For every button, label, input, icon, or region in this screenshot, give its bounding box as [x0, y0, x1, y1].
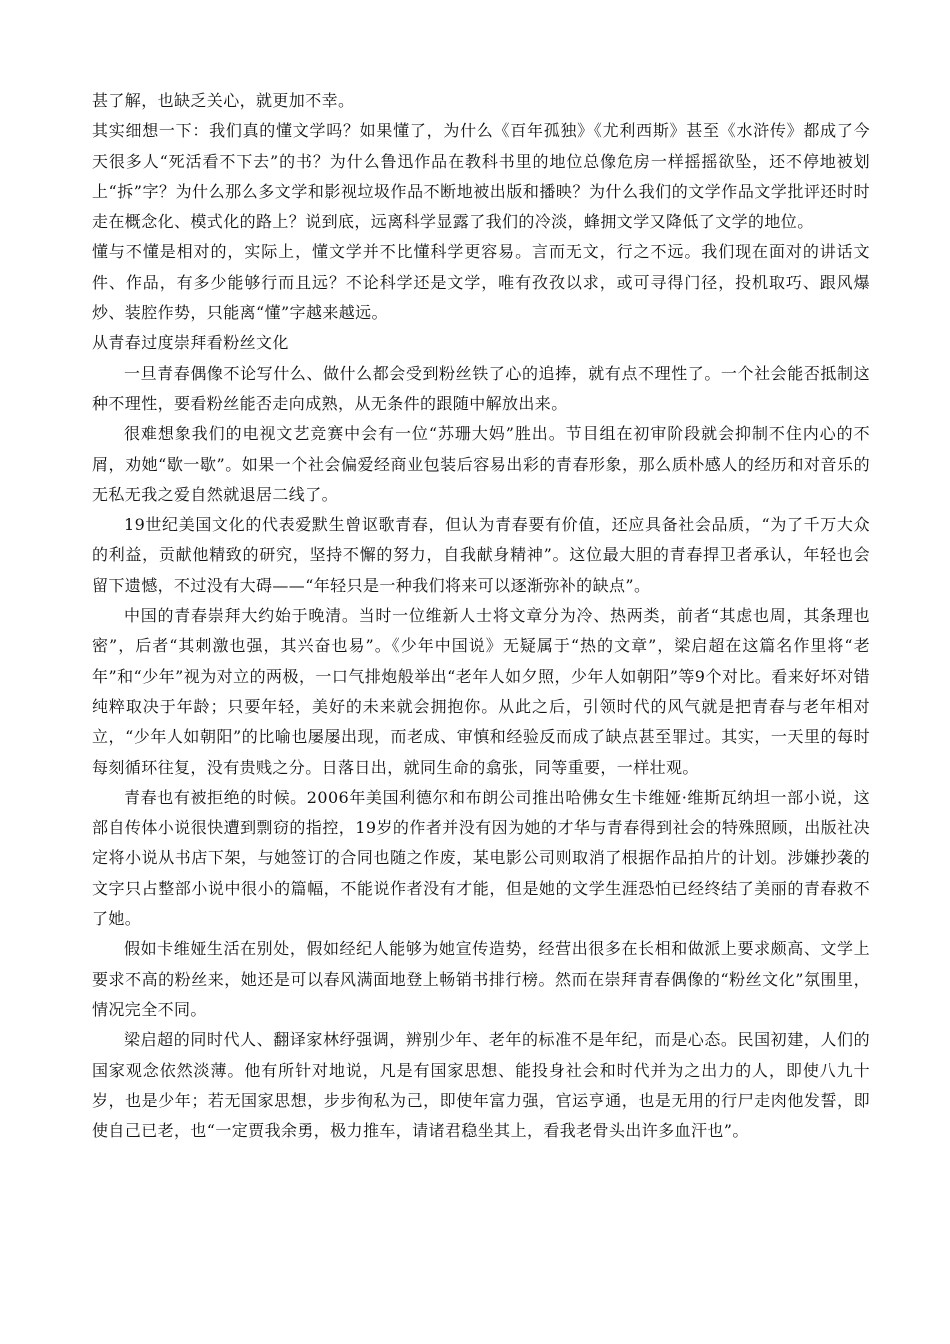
article-paragraph-4: 中国的青春崇拜大约始于晚清。当时一位维新人士将文章分为冷、热两类，前者“其虑也周，其条理也密”，后者“其刺激也强，其兴奋也易”。《少年中国说》无疑属于“热的文章”，梁启超在这篇名作里将“老年”和“少年”视为对立的两极，一口气排炮般举出“老年人如夕照，少年人如朝阳”等9个对比。看来好坏对错纯粹取决于年龄；只要年轻，美好的未来就会拥抱你。从此之后，引领时代的风气就是把青春与老年相对立，“少年人如朝阳”的比喻也屡屡出现，而老成、审慎和经验反而成了缺点甚至罪过。其实，一天里的每时每刻循环往复，没有贵贱之分。日落日出，就同生命的翕张，同等重要，一样壮观。	[92, 606, 870, 777]
article-paragraph-3: 19世纪美国文化的代表爱默生曾讴歌青春，但认为青春要有价值，还应具备社会品质，“为了千万大众的利益，贡献他精致的研究，坚持不懈的努力，自我献身精神”。这位最大胆的青春捍卫者承认，年轻也会留下遗憾，不过没有大碍——“年轻只是一种我们将来可以逐渐弥补的缺点”。	[92, 515, 870, 595]
article-paragraph-7: 梁启超的同时代人、翻译家林纾强调，辨别少年、老年的标准不是年纪，而是心态。民国初建，人们的国家观念依然淡薄。他有所针对地说，凡是有国家思想、能投身社会和时代并为之出力的人，即使八九十岁，也是少年；若无国家思想，步步徇私为己，即使年富力强，官运亨通，也是无用的行尸走肉他发誓，即使自己已老，也“一定贾我余勇，极力推车，请诸君稳坐其上，看我老骨头出许多血汗也”。	[92, 1030, 870, 1141]
paragraph-continued: 甚了解，也缺乏关心，就更加不幸。	[92, 91, 355, 110]
article-paragraph-5: 青春也有被拒绝的时候。2006年美国利德尔和布朗公司推出哈佛女生卡维娅·维斯瓦纳坦一部小说，这部自传体小说很快遭到剽窃的指控，19岁的作者并没有因为她的才华与青春得到社会的特殊照顾，出版社决定将小说从书店下架，与她签订的合同也随之作废，某电影公司则取消了根据作品拍片的计划。涉嫌抄袭的文字只占整部小说中很小的篇幅，不能说作者没有才能，但是她的文学生涯恐怕已经终结了美丽的青春救不了她。	[92, 787, 870, 929]
paragraph-literature-question: 其实细想一下：我们真的懂文学吗？如果懂了，为什么《百年孤独》《尤利西斯》甚至《水浒传》都成了今天很多人“死活看不下去”的书？为什么鲁迅作品在教科书里的地位总像危房一样摇摇欲坠，还不停地被划上“拆”字？为什么那么多文学和影视垃圾作品不断地被出版和播映？为什么我们的文学作品文学批评还时时走在概念化、模式化的路上？说到底，远离科学显露了我们的冷淡，蜂拥文学又降低了文学的地位。	[92, 121, 870, 232]
paragraph-understanding: 懂与不懂是相对的，实际上，懂文学并不比懂科学更容易。言而无文，行之不远。我们现在面对的讲话文件、作品，有多少能够行而且远？不论科学还是文学，唯有孜孜以求，或可寻得门径，投机取巧、跟风爆炒、装腔作势，只能离“懂”字越来越远。	[92, 242, 870, 323]
article-paragraph-2: 很难想象我们的电视文艺竞赛中会有一位“苏珊大妈”胜出。节目组在初审阶段就会抑制不住内心的不屑，劝她“歇一歇”。如果一个社会偏爱经商业包装后容易出彩的青春形象，那么质朴感人的经历和对音乐的无私无我之爱自然就退居二线了。	[92, 424, 870, 504]
article-paragraph-6: 假如卡维娅生活在别处，假如经纪人能够为她宣传造势，经营出很多在长相和做派上要求颇高、文学上要求不高的粉丝来，她还是可以春风满面地登上畅销书排行榜。然而在崇拜青春偶像的“粉丝文化”氛围里，情况完全不同。	[92, 939, 870, 1019]
document-page	[92, 86, 870, 1146]
article-title: 从青春过度崇拜看粉丝文化	[92, 333, 289, 353]
article-paragraph-1: 一旦青春偶像不论写什么、做什么都会受到粉丝铁了心的追捧，就有点不理性了。一个社会能否抵制这种不理性，要看粉丝能否走向成熟，从无条件的跟随中解放出来。	[92, 363, 870, 413]
